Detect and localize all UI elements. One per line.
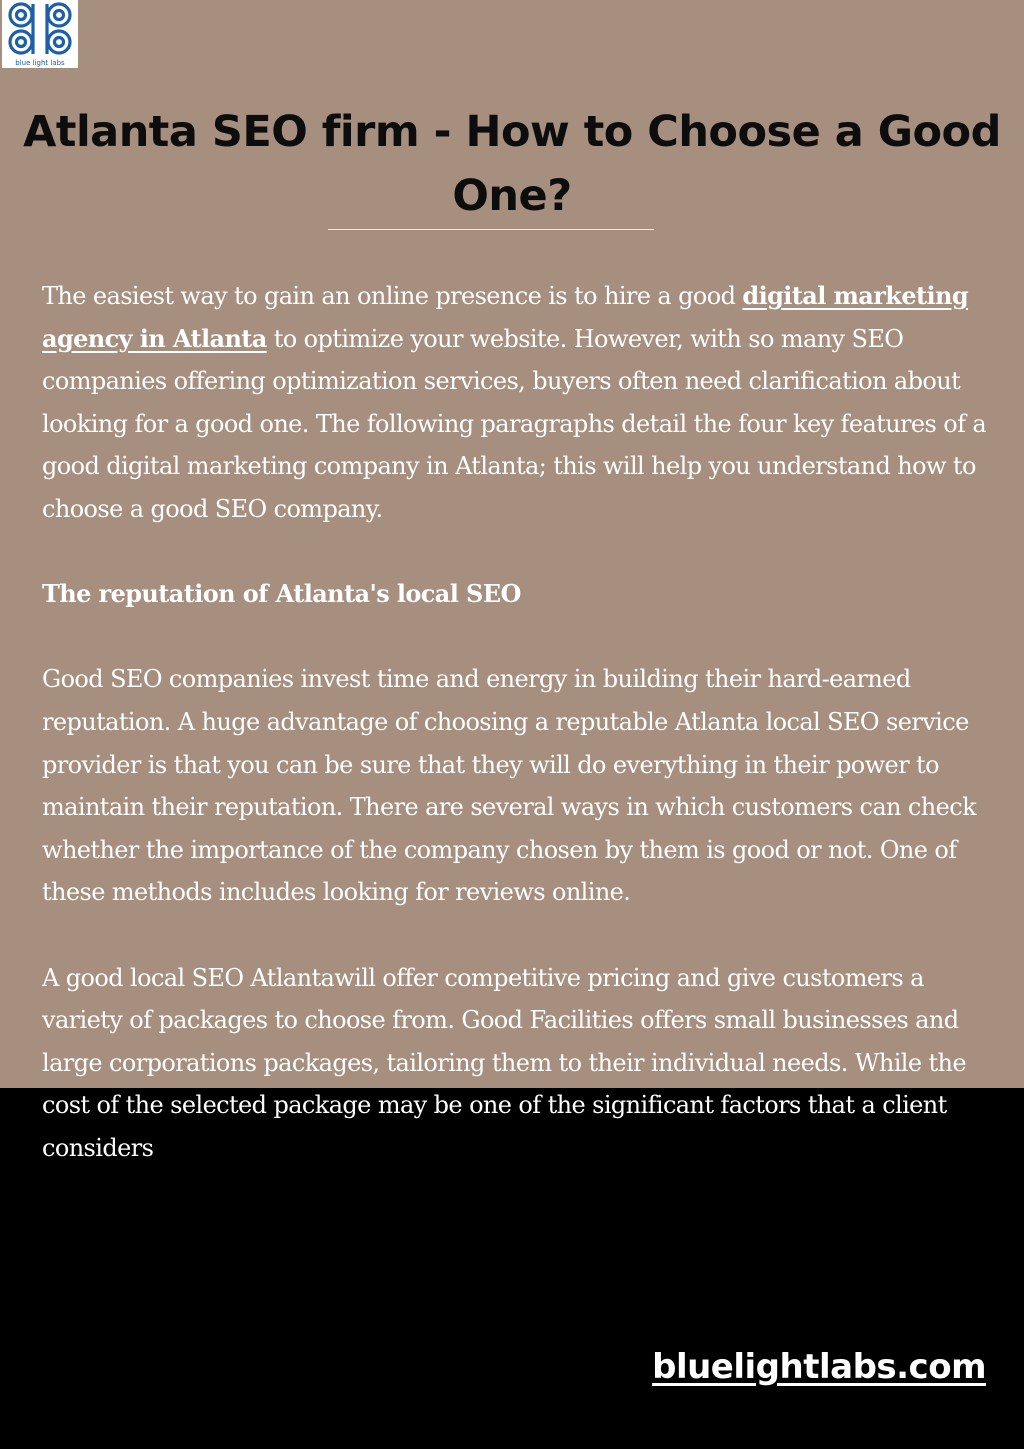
reputation-paragraph: Good SEO companies invest time and energy in building their hard-earned reputation. A huge advantage of choosing a reputable Atlanta local SEO service provider is that you can be sure that they will do everything in their power to maintain their reputation. There are several ways in which customers can check whether the importance of the company chosen by them is good or not. One of these methods includes looking for reviews online. [42,665,977,907]
brand-logo[interactable] [2,0,78,68]
page-title [0,100,1024,228]
title-divider [328,229,654,230]
logo-mark-icon [2,0,78,58]
intro-paragraph [42,275,987,531]
digital-marketing-agency-link[interactable]: digital marketing agency in Atlanta [42,281,969,353]
logo-caption: blue light labs [15,59,65,67]
title-line-2: One? [452,171,572,221]
paragraph-spacer [42,531,987,574]
title-line-1: Atlanta SEO firm - How to Choose a Good [23,107,1001,157]
website-link[interactable]: bluelightlabs.com [652,1347,986,1387]
intro-text-after-link: to optimize your website. However, with so many SEO companies offering optimization services, buyers often need clarification about looking for a good one. The following paragraphs detail the four key features of a good digital marketing company in Atlanta; this will help you understand how to choose a good SEO company. [42,324,987,523]
article-body [42,275,987,1169]
pricing-paragraph: A good local SEO Atlantawill offer competitive pricing and give customers a variety of packages to choose from. Good Facilities offers small businesses and large corporations packages, tailoring them to their individual needs. While the cost of the selected package may be one of the significant factors that a client considers [42,963,966,1162]
paragraph-spacer [42,914,987,957]
paragraph-spacer [42,616,987,659]
intro-text-before-link: The easiest way to gain an online presence is to hire a good [42,282,743,310]
section-heading-reputation: The reputation of Atlanta's local SEO [42,579,521,609]
